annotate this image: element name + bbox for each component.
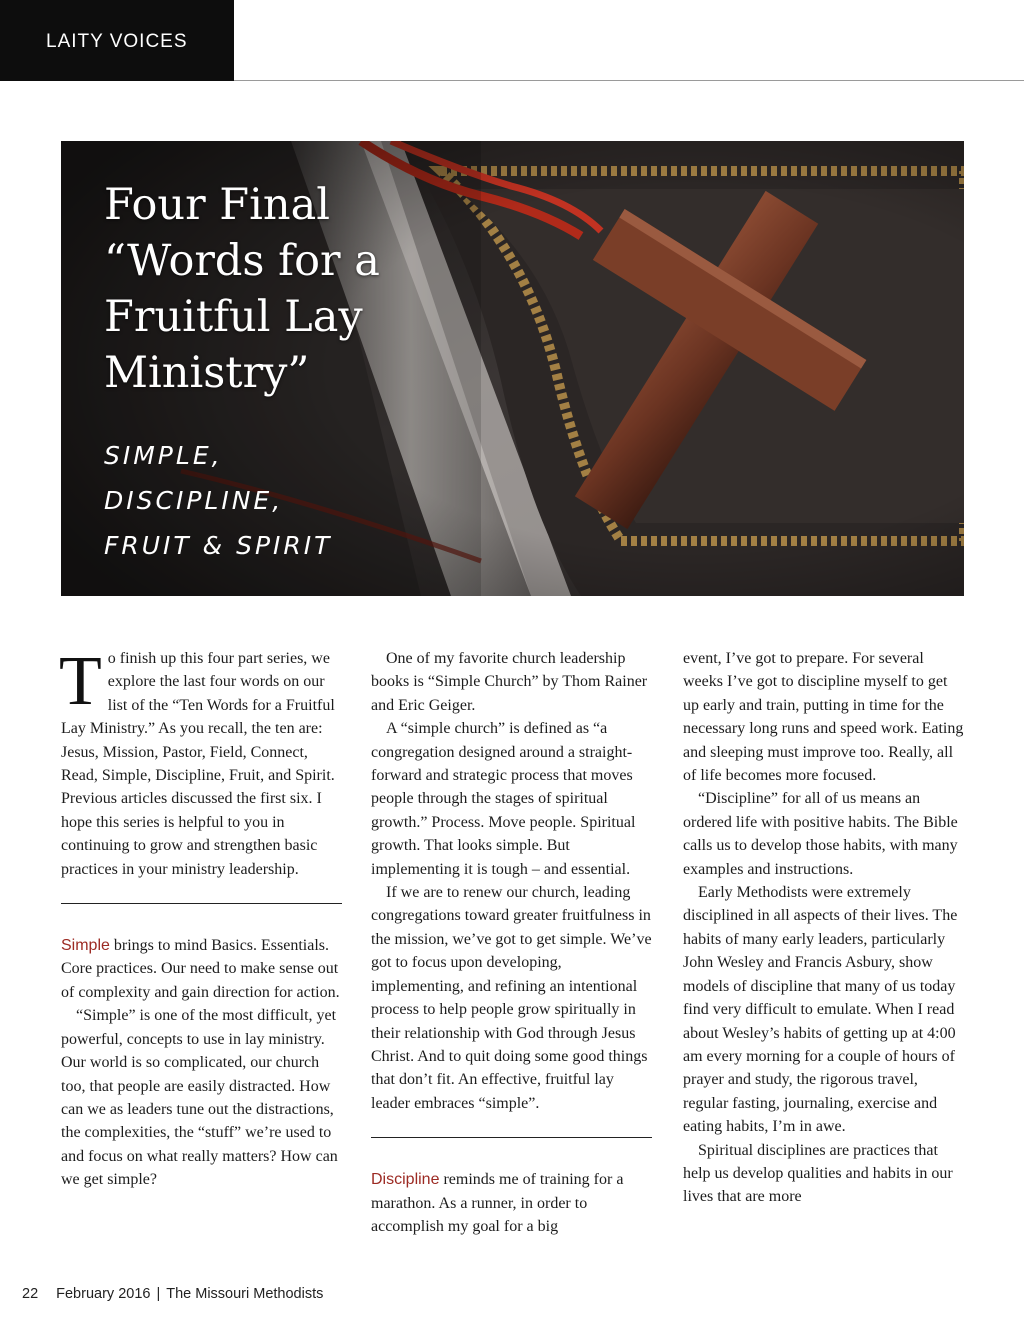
- issue-date: February 2016: [56, 1286, 151, 1302]
- header-rule: [234, 80, 1024, 81]
- section-divider: [61, 903, 342, 904]
- subtitle-line: FRUIT & SPIRIT: [104, 531, 333, 560]
- body-paragraph: One of my favorite church leadership books is “Simple Church” by Thom Rainer and Eric Geiger.: [371, 650, 648, 714]
- body-paragraph: A “simple church” is defined as “a congregation designed around a straight-forward and strategic process that moves people through the stages of spiritual growth.” Process. Move people. Spiritual growth. That looks simple. But implementing it is tough – and essential.: [371, 720, 636, 878]
- intro-text: o finish up this four part series, we explore the last four words on our list of the “Ten Words for a Fruitful Lay Ministry.” As you recall, the ten are: Jesus, Mission, Pastor, Field, Connect, Read, Simple, Discipline, Fruit, and Spirit. Previous articles discussed the first six. I hope this series is helpful to you in continuing to grow and strengthen basic practices in your ministry leadership.: [61, 650, 335, 878]
- body-paragraph: “Simple” is one of the most difficult, yet powerful, concepts to use in lay ministry. Our world is so complicated, our church too, that people are easily distracted. How can we as leaders tune out the distractions, the complexities, the “stuff” we’re used to and focus on what really matters? How can we get simple?: [61, 1007, 338, 1189]
- keyword-discipline: Discipline: [371, 1171, 440, 1189]
- body-paragraph: event, I’ve got to prepare. For several weeks I’ve got to discipline myself to get up early and train, putting in time for the necessary long runs and speed work. Eating and sleeping must improve too. Really, all of life becomes more focused.: [683, 650, 964, 785]
- article-title: Four Final “Words for a Fruitful Lay Ministry”: [104, 180, 380, 398]
- body-paragraph: Early Methodists were extremely disciplined in all aspects of their lives. The habits of many early leaders, particularly John Wesley and Francis Asbury, show models of discipline that many of us today find very difficult to emulate. When I read about Wesley’s habits of getting up at 4:00 am every morning for a couple of hours of prayer and study, the rigorous travel, regular fasting, journaling, exercise and eating habits, I’m in awe.: [683, 884, 958, 1136]
- page-number: 22: [22, 1286, 39, 1302]
- section-label: [0, 0, 234, 81]
- page-footer: [22, 1286, 323, 1302]
- body-paragraph: Discipline reminds me of training for a marathon. As a runner, in order to accomplish my goal for a big: [371, 1171, 624, 1235]
- publication-name: The Missouri Methodists: [166, 1286, 324, 1302]
- body-paragraph: Spiritual disciplines are practices that help us develop qualities and habits in our lives that are more: [683, 1141, 953, 1206]
- article-column-3: [683, 647, 964, 1209]
- keyword-simple: Simple: [61, 937, 110, 955]
- article-subtitle: [104, 433, 424, 568]
- body-paragraph: Simple brings to mind Basics. Essentials. Core practices. Our need to make sense out of complexity and gain direction for action.: [61, 937, 340, 1001]
- article-column-1: [59, 643, 342, 1192]
- drop-cap: T: [59, 643, 102, 720]
- section-label-text: LAITY VOICES: [46, 31, 188, 52]
- footer-separator: |: [156, 1286, 161, 1302]
- section-divider: [371, 1137, 652, 1138]
- subtitle-line: DISCIPLINE,: [104, 486, 284, 515]
- body-paragraph: If we are to renew our church, leading congregations toward greater fruitfulness in the mission, we’ve got to get simple. We’ve got to focus upon developing, implementing, and refining an intentional process to help people grow spiritually in their relationship with God through Jesus Christ. And to quit doing some good things that don’t fit. An effective, fruitful lay leader embraces “simple”.: [371, 884, 652, 1112]
- body-paragraph: “Discipline” for all of us means an ordered life with positive habits. The Bible calls us to develop those habits, with many examples and instructions.: [683, 790, 958, 878]
- intro-paragraph: [59, 643, 342, 881]
- article-column-2: [371, 647, 652, 1238]
- subtitle-line: SIMPLE,: [104, 441, 223, 470]
- hero-banner: [61, 141, 964, 596]
